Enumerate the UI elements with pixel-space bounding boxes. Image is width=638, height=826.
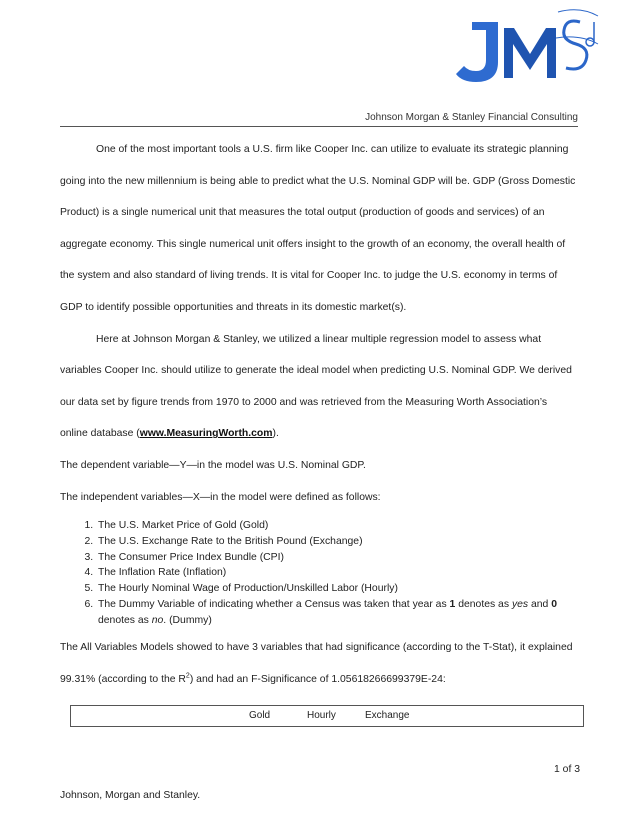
text-line: our data set by figure trends from 1970 to 2000 and was retrieved from the Measuring Worth Association’s <box>60 396 548 408</box>
list-item: 5. The Hourly Nominal Wage of Production/Unskilled Labor (Hourly) <box>96 581 580 597</box>
paragraph-summary <box>60 632 580 695</box>
text-line: One of the most important tools a U.S. firm like Cooper Inc. can utilize to evaluate its strategic planning <box>96 144 569 155</box>
measuringworth-link[interactable]: www.MeasuringWorth.com <box>139 428 273 440</box>
jms-logo <box>452 8 602 88</box>
text-line: Here at Johnson Morgan & Stanley, we utilized a linear multiple regression model to assess what <box>96 333 542 345</box>
list-item: 4. The Inflation Rate (Inflation) <box>96 565 580 581</box>
table-header-cell: Gold <box>249 710 271 721</box>
text-line: 99.31% (according to the $R^2$) and had an F-Significance of 1.05618266699379E-24: <box>60 672 446 685</box>
table-header-cell: Hourly <box>307 710 336 721</box>
header-rule <box>60 126 578 127</box>
text-span: ). <box>272 428 279 440</box>
logo-m-letter <box>504 28 556 78</box>
variable-list <box>60 518 580 629</box>
text-line: aggregate economy. This single numerical unit offers insight to the growth of an economy, the overall health of <box>60 238 566 250</box>
text-line: The All Variables Models showed to have 3 variables that had significance (according to the T-Stat), it explained <box>60 642 573 653</box>
text-line: going into the new millennium is being able to predict what the U.S. Nominal GDP will be. GDP (Gross Domestic <box>60 175 576 187</box>
logo-s-letter <box>564 21 587 69</box>
list-item: 1. The U.S. Market Price of Gold (Gold) <box>96 518 580 534</box>
text-line: the system and also standard of living trends. It is vital for Cooper Inc. to judge the U.S. economy in terms of <box>60 270 558 282</box>
dependent-variable-text: The dependent variable—Y—in the model was U.S. Nominal GDP. <box>60 459 366 471</box>
paragraph-intro <box>60 134 580 513</box>
footer-authors: Johnson, Morgan and Stanley. <box>60 790 201 801</box>
table-header-cell: Exchange <box>365 710 410 721</box>
logo-j-letter <box>456 22 498 82</box>
list-item: 3. The Consumer Price Index Bundle (CPI) <box>96 550 580 566</box>
list-item: 2. The U.S. Exchange Rate to the British Pound (Exchange) <box>96 534 580 550</box>
text-line: Product) is a single numerical unit that measures the total output (production of goods and services) of an <box>60 207 545 219</box>
page-number: 1 of 3 <box>554 764 580 775</box>
text-line: GDP to identify possible opportunities and threats in its domestic market(s). <box>60 301 407 313</box>
text-span: online database ( <box>60 428 140 440</box>
text-line <box>60 418 580 450</box>
list-item: 6. The Dummy Variable of indicating whether a Census was taken that year as 1 denotes as yes and 0 denotes as no. (Dummy) <box>96 597 580 629</box>
text-line: variables Cooper Inc. should utilize to generate the ideal model when predicting U.S. Nominal GDP. We derived <box>60 365 572 377</box>
results-table-header <box>70 705 584 727</box>
header-company: Johnson Morgan & Stanley Financial Consulting <box>365 112 578 123</box>
independent-variable-text: The independent variables—X—in the model were defined as follows: <box>60 491 381 503</box>
